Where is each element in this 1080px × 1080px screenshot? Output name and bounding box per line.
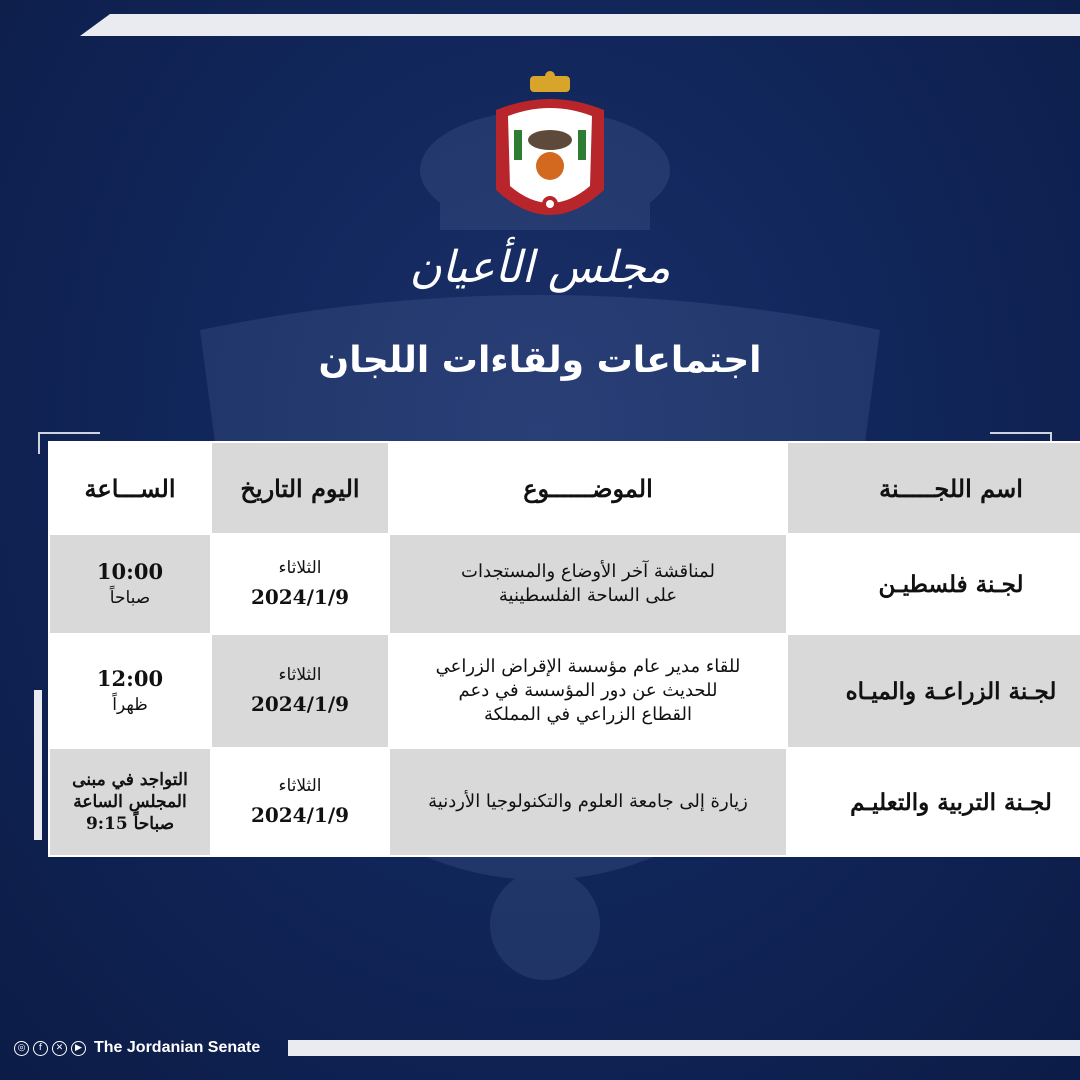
top-decor-bar	[80, 14, 1080, 36]
day-date-cell: الثلاثاء 2024/1/9	[211, 534, 389, 634]
topic-cell: للقاء مدير عام مؤسسة الإقراض الزراعي للحديث عن دور المؤسسة في دعم القطاع الزراعي في المملكة	[389, 634, 787, 748]
left-decor-bar	[34, 690, 42, 840]
bottom-decor-bar	[288, 1040, 1080, 1056]
day-date-cell: الثلاثاء 2024/1/9	[211, 634, 389, 748]
time-cell: 12:00 ظهراً	[49, 634, 211, 748]
youtube-icon[interactable]: ▶	[71, 1041, 86, 1056]
table-row	[49, 634, 1080, 748]
committee-name: لجـنة التربية والتعليـم	[787, 748, 1080, 856]
topic-cell: لمناقشة آخر الأوضاع والمستجدات على الساحة الفلسطينية	[389, 534, 787, 634]
footer-brand: The Jordanian Senate	[94, 1039, 261, 1056]
facebook-icon[interactable]: f	[33, 1041, 48, 1056]
x-icon[interactable]: ✕	[52, 1041, 67, 1056]
topic-cell: زيارة إلى جامعة العلوم والتكنولوجيا الأردنية	[389, 748, 787, 856]
table-row	[49, 748, 1080, 856]
committee-name: لجـنة الزراعـة والميـاه	[787, 634, 1080, 748]
footer	[14, 1038, 260, 1058]
page-title: اجتماعات ولقاءات اللجان	[318, 340, 762, 381]
coat-of-arms-icon	[490, 70, 610, 230]
header-day-date: اليوم التاريخ	[211, 442, 389, 534]
day-date-cell: الثلاثاء 2024/1/9	[211, 748, 389, 856]
time-cell: 10:00 صباحاً	[49, 534, 211, 634]
header-committee: اسم اللجـــــنة	[787, 442, 1080, 534]
header-time: الســـاعة	[49, 442, 211, 534]
table-row	[49, 534, 1080, 634]
schedule-table	[48, 441, 1080, 857]
committee-name: لجـنة فلسطيـن	[787, 534, 1080, 634]
table-header-row	[49, 442, 1080, 534]
time-cell: التواجد في مبنى المجلس الساعة صباحاً 9:15	[49, 748, 211, 856]
instagram-icon[interactable]: ◎	[14, 1041, 29, 1056]
council-name-logo: مجلس الأعيان	[409, 242, 671, 293]
header-topic: الموضــــــوع	[389, 442, 787, 534]
